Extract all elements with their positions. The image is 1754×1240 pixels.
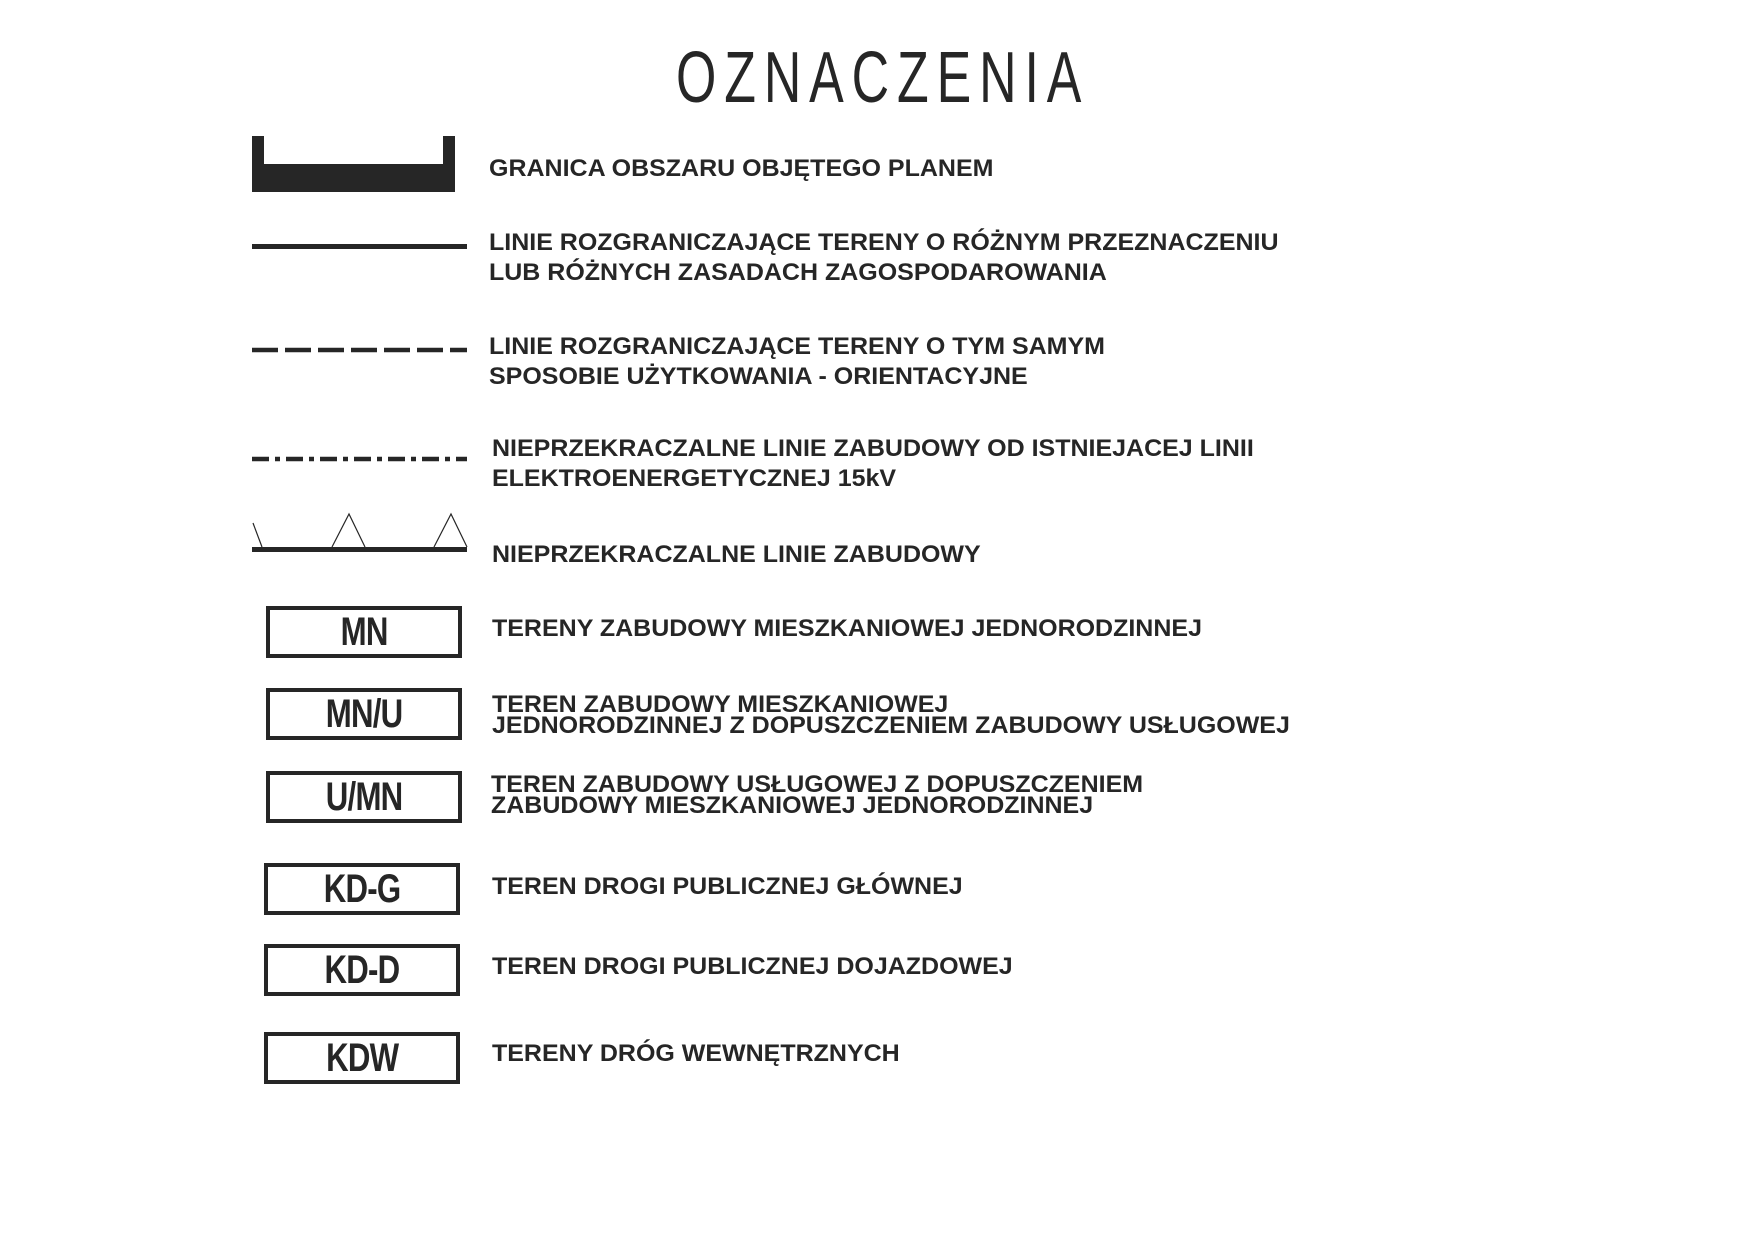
zone-code-box-mn-u <box>266 688 462 740</box>
legend-label-kd-g: TEREN DROGI PUBLICZNEJ GŁÓWNEJ <box>492 873 963 900</box>
zone-code: MN/U <box>325 692 403 736</box>
zone-code-box-kdw <box>264 1032 460 1084</box>
legend-label-kd-d: TEREN DROGI PUBLICZNEJ DOJAZDOWEJ <box>492 953 1013 980</box>
zone-code: KDW <box>325 1036 399 1080</box>
legend-label-building-line: NIEPRZEKRACZALNE LINIE ZABUDOWY <box>492 541 981 568</box>
zone-code: KD-D <box>324 948 400 992</box>
zone-code: MN <box>340 610 388 654</box>
plan-boundary-icon <box>252 136 456 194</box>
zone-code-box-mn <box>266 606 462 658</box>
zone-code: KD-G <box>323 867 401 911</box>
legend-label-kdw: TERENY DRÓG WEWNĘTRZNYCH <box>492 1040 900 1067</box>
legend-label-mn-u: TEREN ZABUDOWY MIESZKANIOWEJ JEDNORODZINNEJ Z DOPUSZCZENIEM ZABUDOWY USŁUGOWEJ <box>492 691 1290 739</box>
legend-label-mn: TERENY ZABUDOWY MIESZKANIOWEJ JEDNORODZINNEJ <box>492 615 1202 642</box>
legend-label-plan-boundary: GRANICA OBSZARU OBJĘTEGO PLANEM <box>489 155 994 182</box>
legend-label-dashed-line: LINIE ROZGRANICZAJĄCE TERENY O TYM SAMYM SPOSOBIE UŻYTKOWANIA - ORIENTACYJNE <box>489 333 1106 390</box>
legend-title: OZNACZENIA <box>676 38 1090 118</box>
legend-label-dash-dot-line: NIEPRZEKRACZALNE LINIE ZABUDOWY OD ISTNIEJACEJ LINII ELEKTROENERGETYCZNEJ 15kV <box>492 435 1254 492</box>
solid-line-icon <box>252 242 468 250</box>
zone-code: U/MN <box>325 775 403 819</box>
dash-dot-line-icon <box>252 455 468 463</box>
building-line-icon <box>252 512 468 556</box>
zone-code-box-u-mn <box>266 771 462 823</box>
legend-label-solid-line: LINIE ROZGRANICZAJĄCE TERENY O RÓŻNYM PRZEZNACZENIU LUB RÓŻNYCH ZASADACH ZAGOSPODAROWANIA <box>489 229 1279 286</box>
zone-code-box-kd-d <box>264 944 460 996</box>
legend-label-u-mn: TEREN ZABUDOWY USŁUGOWEJ Z DOPUSZCZENIEM ZABUDOWY MIESZKANIOWEJ JEDNORODZINNEJ <box>491 771 1144 819</box>
dashed-line-icon <box>252 346 468 354</box>
zone-code-box-kd-g <box>264 863 460 915</box>
